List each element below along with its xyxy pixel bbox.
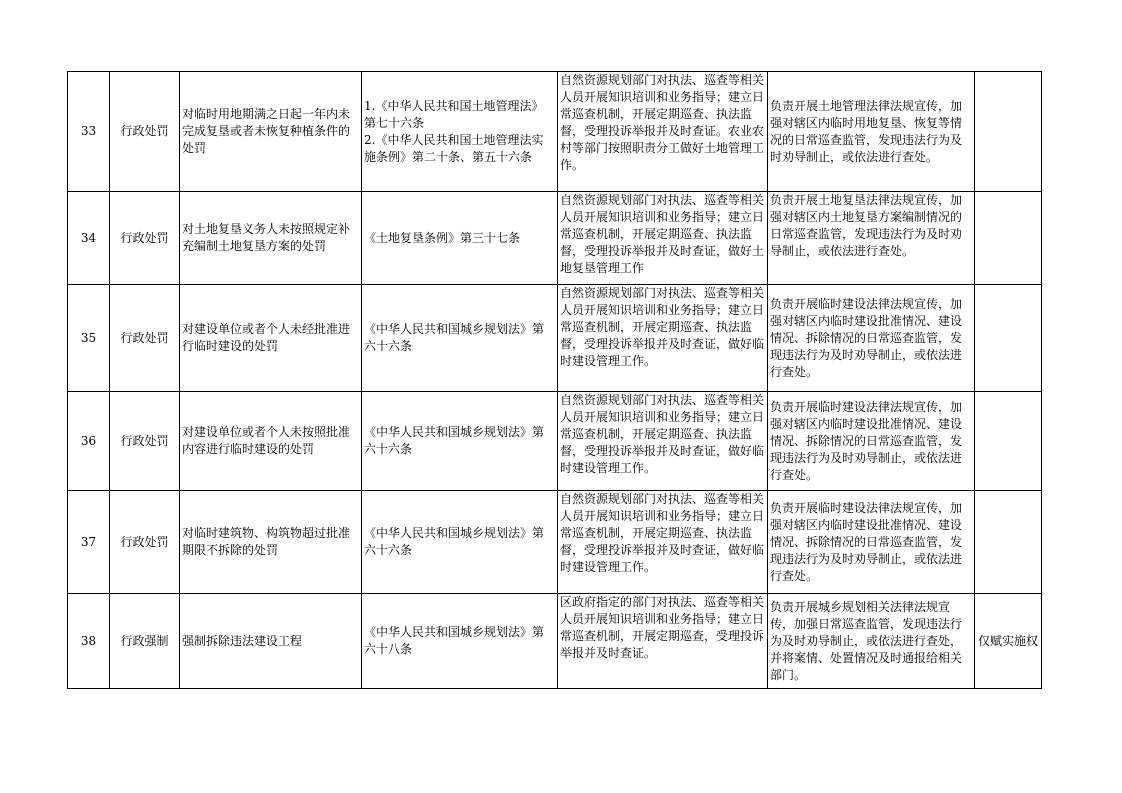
remark — [975, 192, 1042, 285]
legal-basis: 《中华人民共和国城乡规划法》第六十六条 — [362, 285, 558, 392]
remark — [975, 491, 1042, 594]
table-row — [68, 192, 1042, 285]
row-number: 37 — [68, 491, 110, 594]
legal-basis: 1.《中华人民共和国土地管理法》第七十六条 2.《中华人民共和国土地管理法实施条例》第二十条、第五十六条 — [362, 72, 558, 192]
local-duty: 负责开展临时建设法律法规宣传，加强对辖区内临时建设批准情况、建设情况、拆除情况的日常巡查监管，发现违法行为及时劝导制止，或依法进行查处。 — [768, 491, 975, 594]
legal-basis: 《中华人民共和国城乡规划法》第六十六条 — [362, 392, 558, 491]
table-row — [68, 72, 1042, 192]
remark: 仅赋实施权 — [975, 594, 1042, 689]
department-duty: 自然资源规划部门对执法、巡查等相关人员开展知识培训和业务指导；建立日常巡查机制，开展定期巡查、执法监督，受理投诉举报并及时查证。农业农村等部门按照职责分工做好土地管理工作。 — [558, 72, 768, 192]
item-name: 对建设单位或者个人未经批准进行临时建设的处罚 — [180, 285, 362, 392]
row-number: 34 — [68, 192, 110, 285]
responsibility-table — [67, 71, 1042, 689]
department-duty: 自然资源规划部门对执法、巡查等相关人员开展知识培训和业务指导；建立日常巡查机制，开展定期巡查、执法监督，受理投诉举报并及时查证，做好临时建设管理工作。 — [558, 392, 768, 491]
table-row — [68, 491, 1042, 594]
local-duty: 负责开展土地复垦法律法规宣传，加强对辖区内土地复垦方案编制情况的日常巡查监管，发现违法行为及时劝导制止，或依法进行查处。 — [768, 192, 975, 285]
table-row — [68, 392, 1042, 491]
row-number: 38 — [68, 594, 110, 689]
row-number: 33 — [68, 72, 110, 192]
remark — [975, 392, 1042, 491]
legal-basis: 《中华人民共和国城乡规划法》第六十六条 — [362, 491, 558, 594]
remark — [975, 72, 1042, 192]
power-type: 行政处罚 — [110, 392, 180, 491]
local-duty: 负责开展土地管理法律法规宣传，加强对辖区内临时用地复垦、恢复等情况的日常巡查监管，发现违法行为及时劝导制止，或依法进行查处。 — [768, 72, 975, 192]
legal-basis: 《土地复垦条例》第三十七条 — [362, 192, 558, 285]
item-name: 对土地复垦义务人未按照规定补充编制土地复垦方案的处罚 — [180, 192, 362, 285]
row-number: 35 — [68, 285, 110, 392]
power-type: 行政强制 — [110, 594, 180, 689]
item-name: 对建设单位或者个人未按照批准内容进行临时建设的处罚 — [180, 392, 362, 491]
local-duty: 负责开展临时建设法律法规宣传，加强对辖区内临时建设批准情况、建设情况、拆除情况的日常巡查监管，发现违法行为及时劝导制止，或依法进行查处。 — [768, 392, 975, 491]
legal-basis: 《中华人民共和国城乡规划法》第六十八条 — [362, 594, 558, 689]
power-type: 行政处罚 — [110, 192, 180, 285]
department-duty: 自然资源规划部门对执法、巡查等相关人员开展知识培训和业务指导；建立日常巡查机制，开展定期巡查、执法监督，受理投诉举报并及时查证，做好临时建设管理工作。 — [558, 491, 768, 594]
power-type: 行政处罚 — [110, 285, 180, 392]
row-number: 36 — [68, 392, 110, 491]
department-duty: 自然资源规划部门对执法、巡查等相关人员开展知识培训和业务指导；建立日常巡查机制，开展定期巡查、执法监督，受理投诉举报并及时查证，做好土地复垦管理工作 — [558, 192, 768, 285]
item-name: 强制拆除违法建设工程 — [180, 594, 362, 689]
local-duty: 负责开展城乡规划相关法律法规宣传，加强日常巡查监管，发现违法行为及时劝导制止，或依法进行查处，并将案情、处置情况及时通报给相关部门。 — [768, 594, 975, 689]
item-name: 对临时建筑物、构筑物超过批准期限不拆除的处罚 — [180, 491, 362, 594]
local-duty: 负责开展临时建设法律法规宣传，加强对辖区内临时建设批准情况、建设情况、拆除情况的日常巡查监管，发现违法行为及时劝导制止，或依法进行查处。 — [768, 285, 975, 392]
table-row — [68, 285, 1042, 392]
table-row — [68, 594, 1042, 689]
department-duty: 区政府指定的部门对执法、巡查等相关人员开展知识培训和业务指导；建立日常巡查机制，开展定期巡查，受理投诉举报并及时查证。 — [558, 594, 768, 689]
item-name: 对临时用地期满之日起一年内未完成复垦或者未恢复种植条件的处罚 — [180, 72, 362, 192]
power-type: 行政处罚 — [110, 72, 180, 192]
power-type: 行政处罚 — [110, 491, 180, 594]
department-duty: 自然资源规划部门对执法、巡查等相关人员开展知识培训和业务指导；建立日常巡查机制，开展定期巡查、执法监督，受理投诉举报并及时查证，做好临时建设管理工作。 — [558, 285, 768, 392]
remark — [975, 285, 1042, 392]
